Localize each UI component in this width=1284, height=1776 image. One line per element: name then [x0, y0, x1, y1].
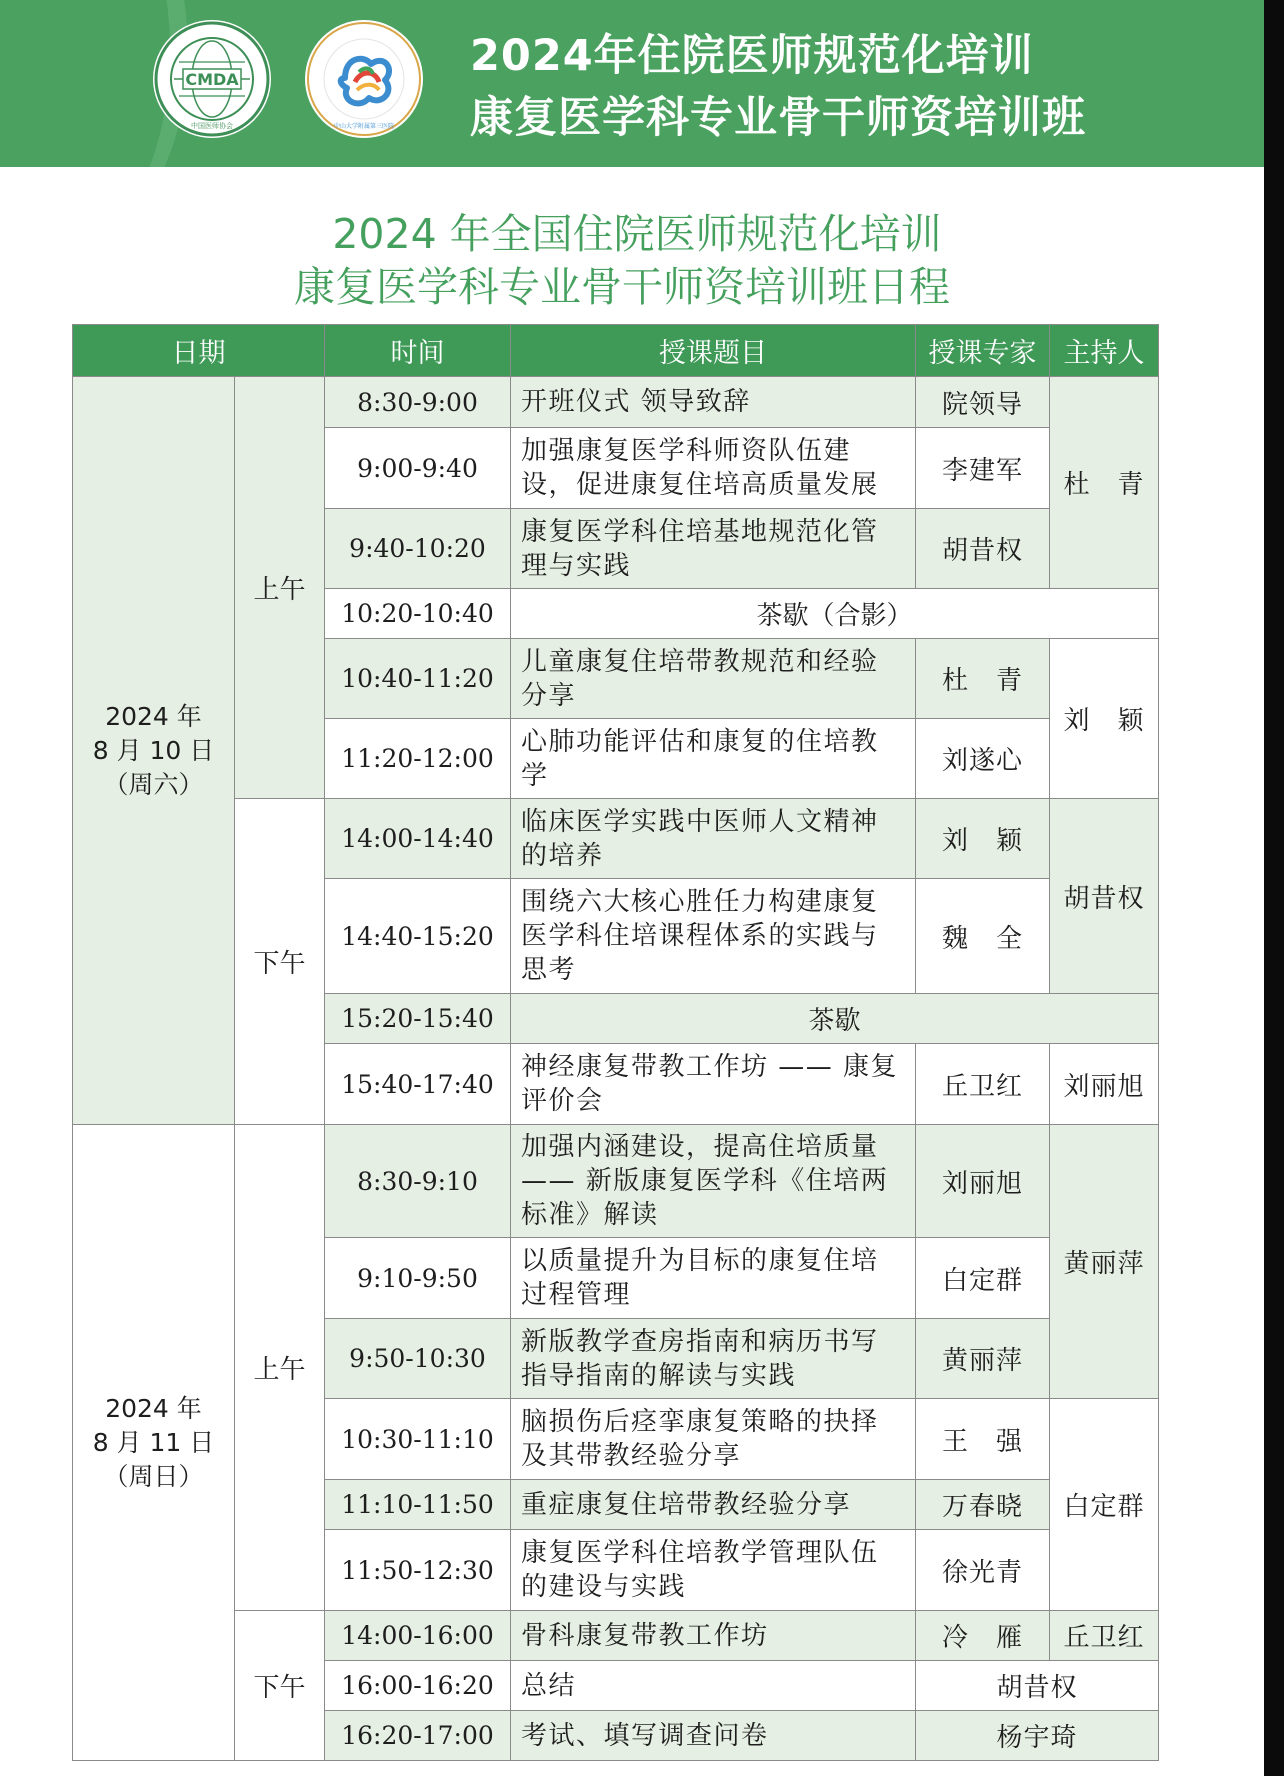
expert-cell: 胡昔权: [916, 509, 1050, 589]
time-cell: 11:50-12:30: [325, 1530, 511, 1611]
host-cell: 胡昔权: [1050, 799, 1159, 994]
hospital-logo: [305, 20, 423, 138]
time-cell: 9:40-10:20: [325, 509, 511, 589]
expert-cell: 院领导: [916, 377, 1050, 428]
cmda-logo: [153, 20, 271, 138]
day1-date-weekday: （周六）: [103, 769, 204, 799]
day1-date-day: 8 月 10 日: [92, 735, 215, 765]
topic-cell: 新版教学查房指南和病历书写指导指南的解读与实践: [511, 1319, 916, 1399]
table-row: [73, 1125, 1159, 1238]
svg-text:中国医师协会: 中国医师协会: [191, 122, 233, 130]
table-header-row: [73, 325, 1159, 377]
banner-title-line2: 康复医学科专业骨干师资培训班: [470, 93, 1086, 143]
topic-cell: 康复医学科住培教学管理队伍的建设与实践: [511, 1530, 916, 1611]
table-row: [73, 799, 1159, 879]
time-cell: 9:50-10:30: [325, 1319, 511, 1399]
table-row: [73, 377, 1159, 428]
page-title-line2: 康复医学科专业骨干师资培训班日程: [294, 263, 950, 311]
time-cell: 16:00-16:20: [325, 1661, 511, 1711]
topic-cell: 临床医学实践中医师人文精神的培养: [511, 799, 916, 879]
time-cell: 10:40-11:20: [325, 639, 511, 719]
time-cell: 16:20-17:00: [325, 1711, 511, 1761]
header-host: 主持人: [1050, 325, 1159, 377]
day2-date-cell: [73, 1125, 235, 1761]
expert-cell: 王 强: [916, 1399, 1050, 1480]
expert-cell: 白定群: [916, 1238, 1050, 1319]
topic-cell: 骨科康复带教工作坊: [511, 1611, 916, 1661]
header-expert: 授课专家: [916, 325, 1050, 377]
time-cell: 9:10-9:50: [325, 1238, 511, 1319]
time-cell: 8:30-9:00: [325, 377, 511, 428]
day2-pm-label: 下午: [235, 1611, 325, 1761]
day2-am-label: 上午: [235, 1125, 325, 1611]
topic-cell: 康复医学科住培基地规范化管理与实践: [511, 509, 916, 589]
time-cell: 14:00-16:00: [325, 1611, 511, 1661]
time-cell: 14:00-14:40: [325, 799, 511, 879]
day1-am-label: 上午: [235, 377, 325, 799]
expert-cell: 胡昔权: [916, 1661, 1159, 1711]
header-banner: [0, 0, 1264, 167]
time-cell: 10:20-10:40: [325, 589, 511, 639]
day2-date-weekday: （周日）: [103, 1461, 204, 1491]
expert-cell: 刘遂心: [916, 719, 1050, 799]
expert-cell: 万春晓: [916, 1480, 1050, 1530]
expert-cell: 丘卫红: [916, 1044, 1050, 1125]
expert-cell: 黄丽萍: [916, 1319, 1050, 1399]
topic-cell: 加强康复医学科师资队伍建设，促进康复住培高质量发展: [511, 428, 916, 509]
time-cell: 14:40-15:20: [325, 879, 511, 994]
topic-cell: 神经康复带教工作坊 —— 康复评价会: [511, 1044, 916, 1125]
expert-cell: 徐光青: [916, 1530, 1050, 1611]
time-cell: 11:10-11:50: [325, 1480, 511, 1530]
topic-cell: 总结: [511, 1661, 916, 1711]
topic-cell: 脑损伤后痉挛康复策略的抉择及其带教经验分享: [511, 1399, 916, 1480]
topic-cell: 儿童康复住培带教规范和经验分享: [511, 639, 916, 719]
day1-date-year: 2024 年: [105, 701, 202, 731]
time-cell: 10:30-11:10: [325, 1399, 511, 1480]
day1-pm-label: 下午: [235, 799, 325, 1125]
day1-date-cell: [73, 377, 235, 1125]
header-date: 日期: [73, 325, 325, 377]
day2-date-year: 2024 年: [105, 1393, 202, 1423]
time-cell: 8:30-9:10: [325, 1125, 511, 1238]
expert-cell: 冷 雁: [916, 1611, 1050, 1661]
host-cell: 刘 颖: [1050, 639, 1159, 799]
topic-cell: 加强内涵建设，提高住培质量 —— 新版康复医学科《住培两标准》解读: [511, 1125, 916, 1238]
header-time: 时间: [325, 325, 511, 377]
svg-text:CMDA: CMDA: [185, 70, 239, 89]
schedule-table: [72, 324, 1159, 1761]
time-cell: 11:20-12:00: [325, 719, 511, 799]
right-edge-strip: [1264, 0, 1284, 1776]
host-cell: 杜 青: [1050, 377, 1159, 589]
topic-cell: 开班仪式 领导致辞: [511, 377, 916, 428]
svg-text:中山大学附属第三医院: 中山大学附属第三医院: [333, 123, 395, 130]
expert-cell: 刘丽旭: [916, 1125, 1050, 1238]
break-cell: 茶歇（合影）: [511, 589, 1159, 639]
page-title-line1: 2024 年全国住院医师规范化培训: [332, 210, 942, 258]
host-cell: 白定群: [1050, 1399, 1159, 1611]
table-row: [73, 1611, 1159, 1661]
topic-cell: 心肺功能评估和康复的住培教学: [511, 719, 916, 799]
banner-title-line1: 2024年住院医师规范化培训: [470, 31, 1034, 81]
time-cell: 9:00-9:40: [325, 428, 511, 509]
host-cell: 黄丽萍: [1050, 1125, 1159, 1399]
host-cell: 丘卫红: [1050, 1611, 1159, 1661]
topic-cell: 重症康复住培带教经验分享: [511, 1480, 916, 1530]
topic-cell: 以质量提升为目标的康复住培过程管理: [511, 1238, 916, 1319]
expert-cell: 刘 颖: [916, 799, 1050, 879]
expert-cell: 李建军: [916, 428, 1050, 509]
break-cell: 茶歇: [511, 994, 1159, 1044]
header-topic: 授课题目: [511, 325, 916, 377]
time-cell: 15:40-17:40: [325, 1044, 511, 1125]
expert-cell: 杜 青: [916, 639, 1050, 719]
host-cell: 刘丽旭: [1050, 1044, 1159, 1125]
topic-cell: 考试、填写调查问卷: [511, 1711, 916, 1761]
topic-cell: 围绕六大核心胜任力构建康复医学科住培课程体系的实践与思考: [511, 879, 916, 994]
day2-date-day: 8 月 11 日: [92, 1427, 215, 1457]
time-cell: 15:20-15:40: [325, 994, 511, 1044]
expert-cell: 杨宇琦: [916, 1711, 1159, 1761]
expert-cell: 魏 全: [916, 879, 1050, 994]
